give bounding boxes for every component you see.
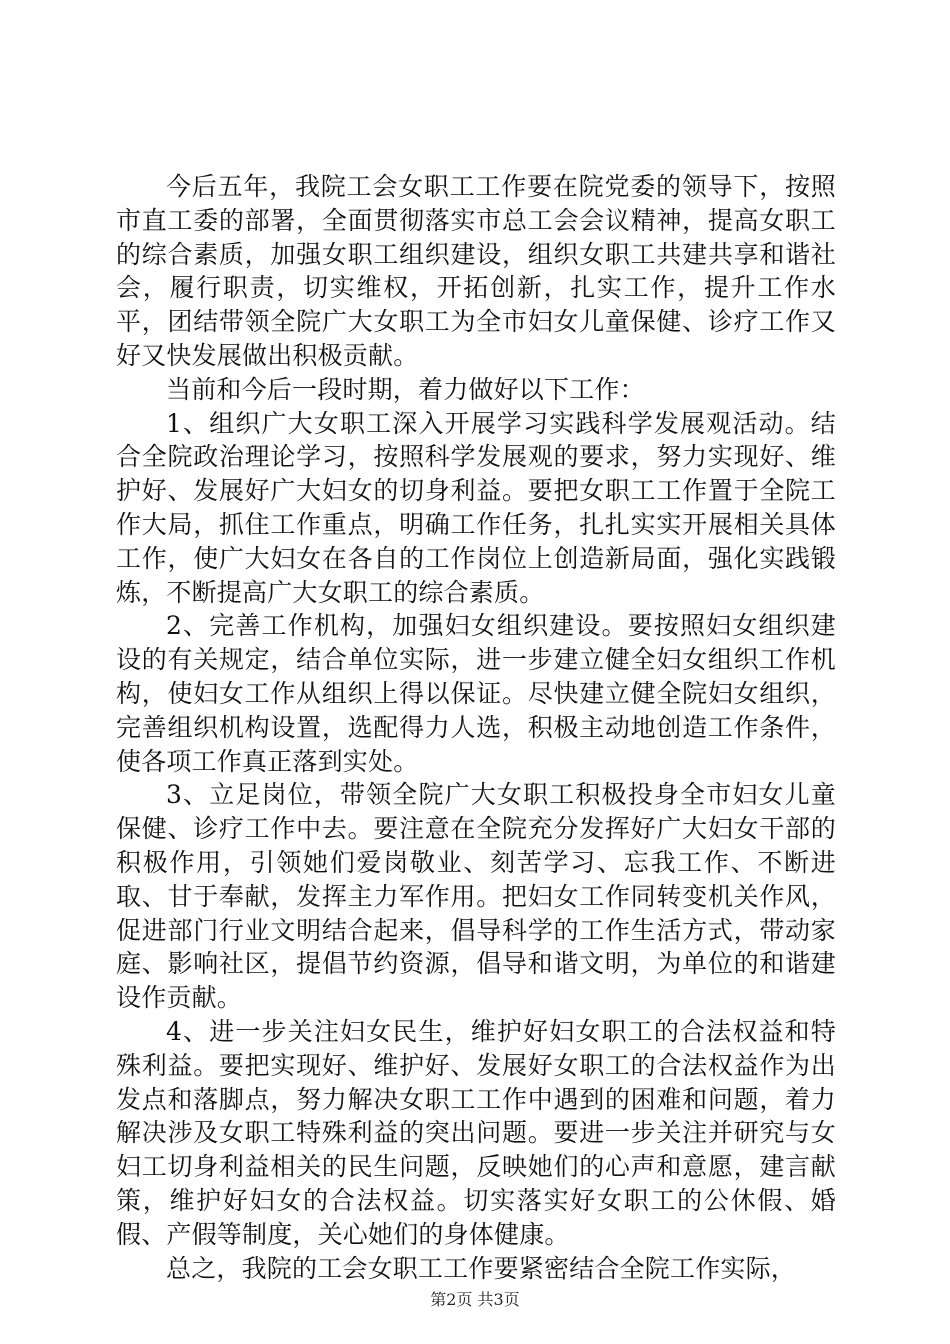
paragraph-lead-in: 当前和今后一段时期，着力做好以下工作： bbox=[166, 374, 645, 404]
paragraph-item-1: 1、组织广大女职工深入开展学习实践科学发展观活动。结合全院政治理论学习，按照科学发展观的要求，努力实现好、维护好、发展好广大妇女的切身利益。要把女职工工作置于全院工作大局，抓住工作重点，明确工作任务，扎扎实实开展相关具体工作，使广大妇女在各自的工作岗位上创造新局面，强化实践锻炼，不断提高广大女职工的综合素质。 bbox=[116, 408, 836, 607]
document-body bbox=[116, 170, 836, 1285]
paragraph-item-4: 4、进一步关注妇女民生，维护好妇女职工的合法权益和特殊利益。要把实现好、维护好、发展好女职工的合法权益作为出发点和落脚点，努力解决女职工工作中遇到的困难和问题，着力解决涉及女职工特殊利益的突出问题。要进一步关注并研究与女妇工切身利益相关的民生问题，反映她们的心声和意愿，建言献策，维护好妇女的合法权益。切实落实好女职工的公休假、婚假、产假等制度，关心她们的身体健康。 bbox=[116, 1016, 836, 1249]
paragraph-conclusion: 总之，我院的工会女职工工作要紧密结合全院工作实际， bbox=[166, 1253, 797, 1283]
paragraph-item-2: 2、完善工作机构，加强妇女组织建设。要按照妇女组织建设的有关规定，结合单位实际，进一步建立健全妇女组织工作机构，使妇女工作从组织上得以保证。尽快建立健全院妇女组织，完善组织机构设置，选配得力人选，积极主动地创造工作条件，使各项工作真正落到实处。 bbox=[116, 611, 836, 776]
page-footer bbox=[0, 1290, 950, 1310]
paragraph-item-3: 3、立足岗位，带领全院广大女职工积极投身全市妇女儿童保健、诊疗工作中去。要注意在全院充分发挥好广大妇女干部的积极作用，引领她们爱岗敬业、刻苦学习、忘我工作、不断进取、甘于奉献，发挥主力军作用。把妇女工作同转变机关作风，促进部门行业文明结合起来，倡导科学的工作生活方式，带动家庭、影响社区，提倡节约资源，倡导和谐文明，为单位的和谐建设作贡献。 bbox=[116, 780, 836, 1013]
page-number-label: 第2页 共3页 bbox=[430, 1290, 520, 1309]
paragraph-intro: 今后五年，我院工会女职工工作要在院党委的领导下，按照市直工委的部署，全面贯彻落实市总工会会议精神，提高女职工的综合素质，加强女职工组织建设，组织女职工共建共享和谐社会，履行职责，切实维权，开拓创新，扎实工作，提升工作水平，团结带领全院广大女职工为全市妇女儿童保健、诊疗工作又好又快发展做出积极贡献。 bbox=[116, 172, 836, 370]
